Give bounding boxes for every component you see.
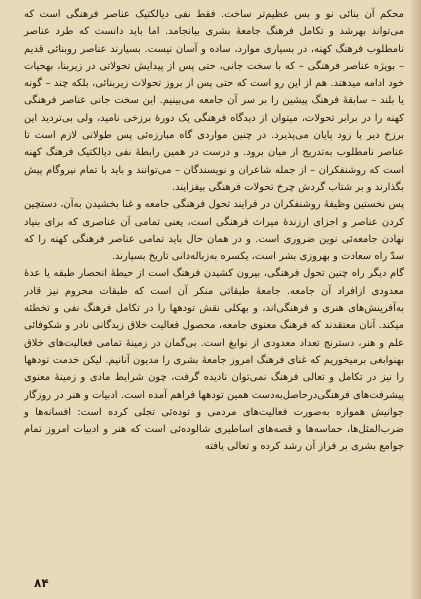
paragraph-3: گام دیگر راه چنین تحول فرهنگی، بیرون کشیدن فرهنگ است از حیطهٔ انحصار طبقه یا عدهٔ معدودی ازافراد آن جامعه. جامعهٔ طبقاتی منکر آن است که طبقات محروم نیز قادر به‌آفرینش‌های هنری و فرهنگی‌اند، و بهکلی نقش تودهها را در تکامل فرهنگ نفی و تخطئه میکند. آنان معتقدند که فرهنگ معنوی جامعه، محصول فعالیت خلاق زبدگانی نادر و شکوفائی علم و هنر، دسترنج تعداد معدودی از نوابغ است. بی‌گمان در زمینهٔ تمامی فعالیت‌های خلاق بهنوابغی برمیخوریم که غنای فرهنگ امروز جامعهٔ بشری را مدیون آنانیم. لیکن خدمت تودهها را نیز در تکامل و تعالی فرهنگ نمی‌توان نادیده گرفت، چون شرایط مادی و زمینهٔ معنوی پیشرفت‌های فرهنگی‌درحاصل‌به‌دست همین تودهها فراهم آمده است. ادبیات و هنر در روزگار جوانیش همواره به‌صورت فعالیت‌های مردمی و توده‌ئی تجلی کرده است: افسانه‌ها و ضرب‌المثل‌ها، حماسه‌ها و قصه‌های اساطیری شالوده‌ئی است که هنر و ادبیات امروز تمام جوامع بشری بر فراز آن رشد کرده و تعالی یافته bbox=[24, 268, 404, 453]
body-text bbox=[24, 6, 404, 456]
page-edge-shadow bbox=[409, 0, 421, 599]
paragraph-1: محکم آن بنائی نو و بس عظیم‌تر ساخت. فقط نفی دیالکتیک عناصر فرهنگی است که می‌تواند بهرشد و تکامل فرهنگ جامعهٔ بشری بیانجامد. اما باید دانست که طرد عناصر نامطلوب فرهنگ کهنه، در بسیاری موارد، ساده و آسان نیست. بسیارند عناصر روبنائی قدیم – بویژه عناصر فرهنگی – که با سخت جانی، حتی پس از پیدایش تحولاتی در زیربنا، بهحیات خود ادامه میدهند. هم از این رو است که حتی پس از بروز تحولات زیربنائی، بلکه چند – گونه یا بلند – سابقهٔ فرهنگ پیشین را بر سر آن جامعه می‌بینیم. این سخت جانی عناصر فرهنگی کهنه را در برابر تحولات، میتوان از دیدگاه فرهنگی یک دورهٔ برزخی نامید، ولی بی‌تردید این برزخ دیر یا زود پایان می‌پذیرد. در چنین مواردی گاه مبارزه‌ئی پس طولانی لازم است تا عناصر نامطلوب به‌تدریج از میان برود. و درست در همین رابطهٔ نفی دیالکتیک فرهنگ کهنه است که روشنفکران – از جمله شاعران و نویسندگان – می‌توانند و باید با تمام نیروگام پیش بگذارند و بر شتاب گردش چرخ تحولات فرهنگی بیفزایند. bbox=[24, 9, 404, 193]
page-number: ۸۴ bbox=[34, 576, 49, 590]
paragraph-2: پس نخستین وظیفهٔ روشنفکران در فرایند تحول فرهنگی جامعه و غنا بخشیدن به‌آن، دستچین کردن عناصر و اجزای ارزندهٔ میراث فرهنگی است، یعنی تمامی آن عناصری که برای بنیاد نهادن جامعه‌ئی نوین ضروری است. و در همان حال باید تمامی عناصر فرهنگی کهنه را که سدّ راه سعادت و بهروزی بشر است، یکسره به‌زباله‌دانی تاریخ بسپارند. bbox=[24, 199, 404, 263]
